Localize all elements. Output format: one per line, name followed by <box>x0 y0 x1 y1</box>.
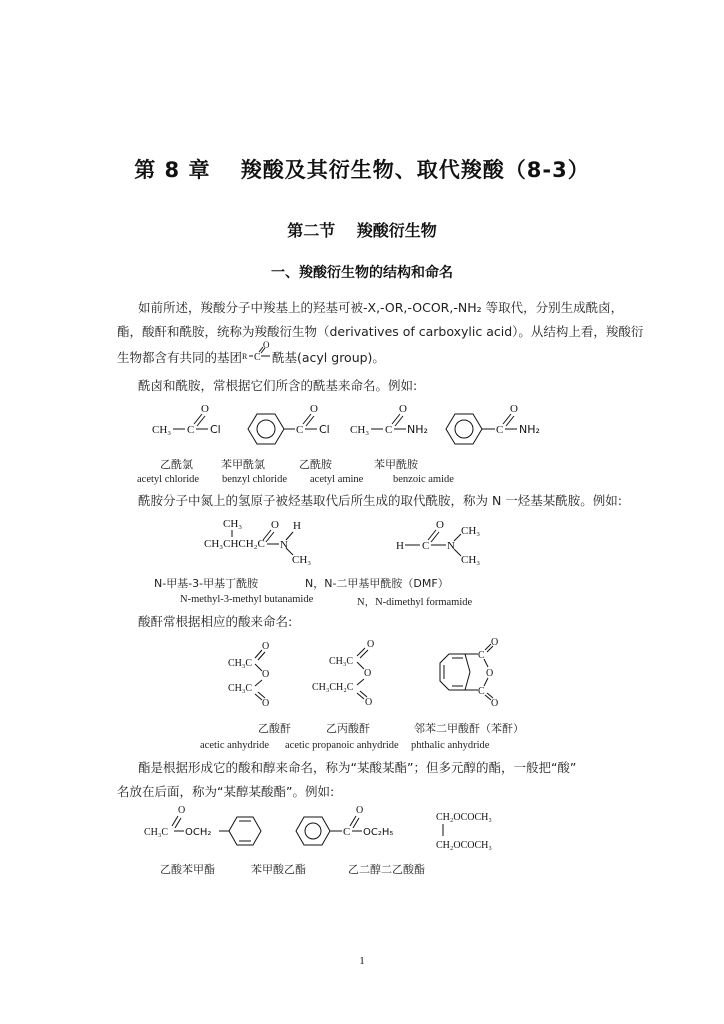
svg-text:CH₃CH₂C: CH₃CH₂C <box>312 682 354 693</box>
svg-text:O: O <box>491 637 499 648</box>
svg-text:CH₃C: CH₃C <box>329 656 354 667</box>
row1-name-en-3: acetyl amine <box>310 474 364 485</box>
svg-text:O: O <box>510 403 518 415</box>
svg-text:O: O <box>486 668 494 679</box>
svg-text:Cl: Cl <box>210 423 221 436</box>
svg-text:C: C <box>422 540 430 552</box>
row2-structures <box>195 515 495 567</box>
svg-text:CH₂OCOCH₃: CH₂OCOCH₃ <box>436 812 492 823</box>
svg-text:C: C <box>343 826 351 838</box>
page-number: 1 <box>359 955 365 967</box>
svg-text:CH₃C: CH₃C <box>144 827 169 838</box>
row2-name-cn-1: N-甲基-3-甲基丁酰胺 <box>154 577 259 590</box>
acyl-group-formula <box>241 340 271 364</box>
svg-text:O: O <box>356 805 364 816</box>
row3-name-en-3: phthalic anhydride <box>411 740 490 751</box>
svg-text:O: O <box>436 519 444 531</box>
row3-name-cn-3: 邻苯二甲酸酐（苯酐） <box>414 722 524 735</box>
svg-text:O: O <box>271 519 279 531</box>
svg-text:CH₃CHCH₂C: CH₃CHCH₂C <box>204 538 265 550</box>
row1-name-cn-1: 乙酰氯 <box>160 458 193 471</box>
svg-text:N: N <box>280 539 288 551</box>
row3-structures <box>220 636 520 708</box>
row4-structures <box>140 800 520 856</box>
svg-text:CH₃: CH₃ <box>223 518 243 530</box>
row2-name-en-1: N-methyl-3-methyl butanamide <box>180 594 314 605</box>
row4-name-cn-3: 乙二醇二乙酸酯 <box>348 863 425 876</box>
row1-name-cn-4: 苯甲酰胺 <box>374 458 418 471</box>
svg-text:R: R <box>242 352 248 361</box>
svg-text:NH₂: NH₂ <box>407 423 428 436</box>
acetyl-chloride-structure <box>152 403 221 436</box>
svg-text:OCH₂: OCH₂ <box>185 827 212 838</box>
acetic-propanoic-anhydride-structure <box>312 639 374 708</box>
para1-line3a: 生物都含有共同的基团 <box>117 350 243 365</box>
row1-name-en-2: benzyl chloride <box>222 474 288 485</box>
svg-text:O: O <box>491 698 499 708</box>
row1-name-en-4: benzoic amide <box>393 474 454 485</box>
row1-structures <box>140 398 560 448</box>
svg-text:CH₃: CH₃ <box>350 424 370 436</box>
row3-name-cn-1: 乙酸酐 <box>258 722 291 735</box>
svg-text:C: C <box>187 424 195 436</box>
para3: 酰胺分子中氮上的氢原子被烃基取代后所生成的取代酰胺，称为 N 一烃基某酰胺。例如: <box>138 493 623 508</box>
svg-text:H: H <box>396 540 404 552</box>
subsection-title: 一、羧酸衍生物的结构和命名 <box>271 265 453 281</box>
svg-text:O: O <box>262 641 270 652</box>
row3-name-en-2: acetic propanoic anhydride <box>285 740 399 751</box>
row3-name-cn-2: 乙丙酸酐 <box>326 722 370 735</box>
row1-name-en-1: acetyl chloride <box>137 474 200 485</box>
ethyl-benzoate-structure <box>296 805 393 845</box>
svg-text:O: O <box>263 340 270 350</box>
acetamide-structure <box>350 403 428 436</box>
row1-name-cn-2: 苯甲酰氯 <box>221 458 265 471</box>
svg-text:OC₂H₅: OC₂H₅ <box>363 827 394 838</box>
svg-text:C: C <box>478 650 485 661</box>
svg-text:CH₃: CH₃ <box>461 554 481 566</box>
para1-line3b: 酰基(acyl group)。 <box>272 350 385 365</box>
para4: 酸酐常根据相应的酸来命名: <box>138 614 293 629</box>
ethylene-glycol-diacetate-structure <box>436 812 492 851</box>
svg-text:CH₃: CH₃ <box>292 554 312 566</box>
para1-line1: 如前所述，羧酸分子中羧基上的羟基可被-X,-OR,-OCOR,-NH₂ 等取代，分别生成酰卤， <box>138 300 624 315</box>
svg-text:CH₂OCOCH₃: CH₂OCOCH₃ <box>436 840 492 851</box>
svg-text:O: O <box>364 668 372 679</box>
svg-text:CH₃C: CH₃C <box>228 683 253 694</box>
svg-text:NH₂: NH₂ <box>519 423 540 436</box>
svg-text:CH₃: CH₃ <box>152 424 172 436</box>
svg-text:Cl: Cl <box>319 423 330 436</box>
svg-text:C: C <box>496 424 504 436</box>
svg-text:CH₃C: CH₃C <box>228 658 253 669</box>
svg-text:C: C <box>254 352 261 363</box>
svg-text:O: O <box>201 403 209 415</box>
svg-text:O: O <box>399 403 407 415</box>
dmf-structure <box>396 519 480 566</box>
benzamide-structure <box>446 403 540 444</box>
row2-name-cn-2: N，N-二甲基甲酰胺（DMF） <box>305 577 449 590</box>
svg-text:O: O <box>310 403 318 415</box>
svg-text:O: O <box>178 805 186 816</box>
para2: 酰卤和酰胺，常根据它们所含的酰基来命名。例如: <box>138 378 418 393</box>
chapter-title: 第 8 章 羧酸及其衍生物、取代羧酸（8-3） <box>134 158 590 182</box>
row4-name-cn-1: 乙酸苯甲酯 <box>160 863 215 876</box>
row4-name-cn-2: 苯甲酸乙酯 <box>251 863 306 876</box>
para5-line2: 名放在后面，称为“某醇某酸酯”。例如: <box>117 784 335 799</box>
svg-text:C: C <box>478 686 485 697</box>
benzoyl-chloride-structure <box>248 403 330 444</box>
svg-text:CH₃: CH₃ <box>461 525 481 537</box>
svg-text:N: N <box>447 540 455 552</box>
section-title: 第二节 羧酸衍生物 <box>287 221 437 240</box>
svg-text:O: O <box>367 639 375 650</box>
svg-text:H: H <box>293 520 301 532</box>
row3-name-en-1: acetic anhydride <box>200 740 270 751</box>
svg-text:O: O <box>365 697 373 708</box>
svg-text:C: C <box>385 424 393 436</box>
benzyl-acetate-structure <box>144 805 261 845</box>
row2-name-en-2: N，N-dimethyl formamide <box>357 597 473 608</box>
acetic-anhydride-structure <box>228 641 269 708</box>
para1-line2: 酯，酸酐和酰胺，统称为羧酸衍生物（derivatives of carboxylic acid）。从结构上看，羧酸衍 <box>117 324 644 339</box>
phthalic-anhydride-structure <box>440 637 498 708</box>
svg-text:O: O <box>262 669 270 680</box>
svg-text:C: C <box>296 424 304 436</box>
svg-text:O: O <box>262 698 270 708</box>
n-methyl-3-methylbutanamide-structure <box>204 518 311 566</box>
para5-line1: 酯是根据形成它的酸和醇来命名，称为“某酸某酯”；但多元醇的酯，一般把“酸” <box>138 760 577 775</box>
row1-name-cn-3: 乙酰胺 <box>299 458 332 471</box>
